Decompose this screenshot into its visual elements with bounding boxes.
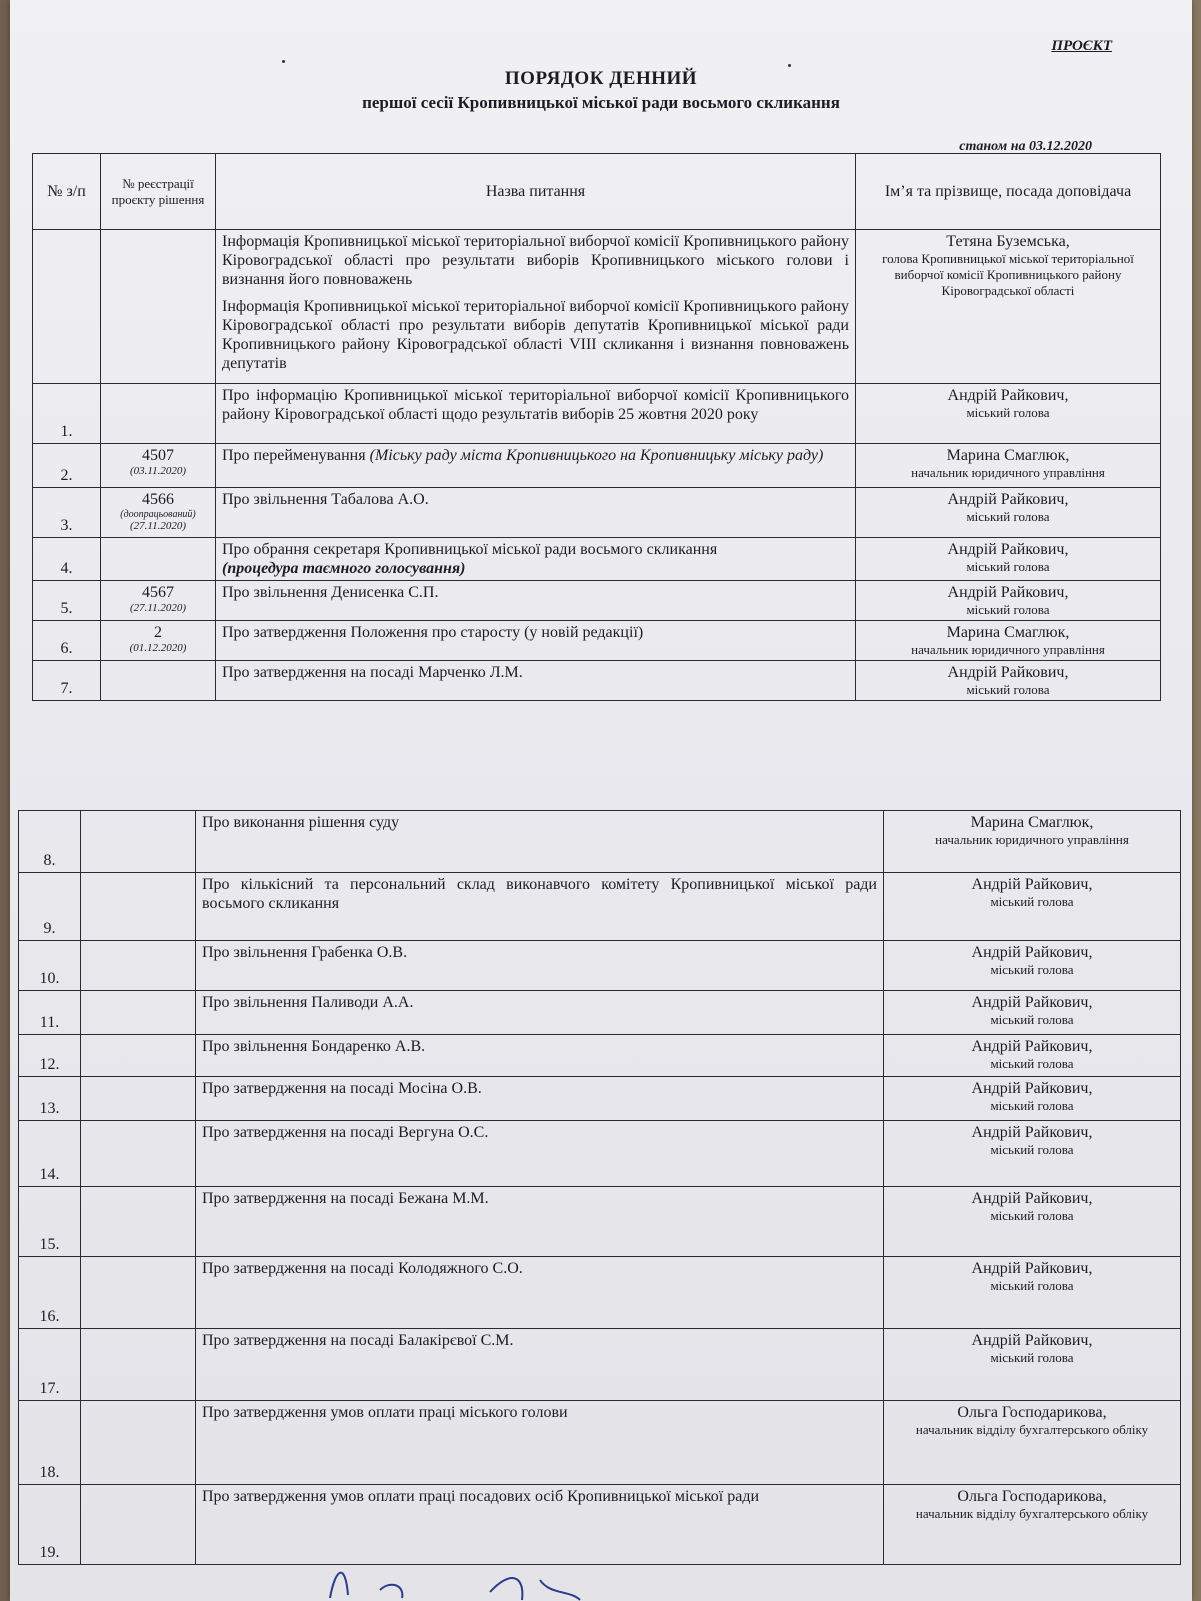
table-row	[33, 621, 1161, 661]
speaker-position: начальник юридичного управління	[935, 832, 1129, 847]
speaker-position: начальник відділу бухгалтерського обліку	[915, 1422, 1149, 1437]
speaker-name: Андрій Райкович,	[971, 876, 1093, 893]
speaker-name: Тетяна Буземська,	[946, 233, 1070, 250]
reg-cell	[101, 538, 216, 581]
topic-text: Про виконання рішення суду	[202, 814, 400, 831]
info-paragraph-1: Інформація Кропивницької міської територіальної виборчої комісії Кропивницького району Кіровоградської області про результати виборів Кропивницького міського голови і визнання його повноважень	[222, 233, 849, 288]
page-2	[10, 810, 1192, 1601]
topic-cell	[216, 384, 856, 444]
reg-cell	[81, 1257, 196, 1329]
info-row	[33, 230, 1161, 384]
speaker-position: міський голова	[966, 682, 1050, 697]
speaker-cell	[884, 1121, 1181, 1187]
topic-text: Про звільнення Паливоди А.А.	[202, 994, 414, 1011]
topic-cell	[196, 1187, 884, 1257]
agenda-table-page2	[18, 810, 1181, 1565]
speaker-cell	[884, 1187, 1181, 1257]
handwriting-scribble-icon	[310, 1550, 670, 1601]
speaker-name: Андрій Райкович,	[947, 541, 1069, 558]
speaker-position: начальник юридичного управління	[911, 642, 1105, 657]
topic-text: Про звільнення Денисенка С.П.	[222, 584, 439, 601]
topic-cell	[216, 661, 856, 701]
speaker-cell	[884, 1077, 1181, 1121]
speaker-cell	[884, 1485, 1181, 1565]
topic-note: (Міську раду міста Кропивницького на Кропивницьку міську раду)	[369, 447, 824, 464]
row-number: 18.	[19, 1401, 81, 1485]
reg-cell	[101, 444, 216, 488]
table-row	[19, 991, 1181, 1035]
topic-text: Про інформацію Кропивницької міської територіальної виборчої комісії Кропивницького району Кіровоградської області щодо результатів виборів 25 жовтня 2020 року	[222, 387, 849, 423]
speaker-name: Ольга Господарикова,	[957, 1404, 1107, 1421]
topic-cell	[216, 444, 856, 488]
status-date: станом на 03.12.2020	[959, 139, 1092, 154]
table-row	[33, 488, 1161, 538]
speaker-cell	[884, 991, 1181, 1035]
row-number: 2.	[33, 444, 101, 488]
row-number: 16.	[19, 1257, 81, 1329]
table-row	[19, 1077, 1181, 1121]
speaker-cell	[884, 873, 1181, 941]
reg-cell	[81, 1121, 196, 1187]
reg-cell	[101, 661, 216, 701]
reg-number: 2	[154, 624, 162, 641]
topic-cell	[196, 991, 884, 1035]
topic-note: (процедура таємного голосування)	[222, 560, 466, 577]
speaker-position: міський голова	[990, 894, 1074, 909]
table-row	[19, 873, 1181, 941]
row-number: 1.	[33, 384, 101, 444]
speaker-position: міський голова	[966, 602, 1050, 617]
speaker-name: Андрій Райкович,	[971, 1124, 1093, 1141]
reg-number: 4566	[142, 491, 174, 508]
row-number: 17.	[19, 1329, 81, 1401]
agenda-rows-page1	[33, 384, 1161, 701]
reg-date: (27.11.2020)	[129, 602, 186, 614]
topic-text: Про затвердження Положення про старосту (у новій редакції)	[222, 624, 644, 641]
topic-cell	[216, 621, 856, 661]
row-number: 10.	[19, 941, 81, 991]
speaker-position: міський голова	[990, 1098, 1074, 1113]
speaker-position: міський голова	[990, 1142, 1074, 1157]
speaker-cell	[884, 811, 1181, 873]
speaker-name: Андрій Райкович,	[971, 1038, 1093, 1055]
reg-cell	[81, 1035, 196, 1077]
topic-cell	[196, 1077, 884, 1121]
reg-cell	[81, 1485, 196, 1565]
row-number: 5.	[33, 581, 101, 621]
speaker-name: Андрій Райкович,	[947, 491, 1069, 508]
topic-text: Про затвердження на посаді Вергуна О.С.	[202, 1124, 489, 1141]
table-row	[33, 384, 1161, 444]
speaker-position: голова Кропивницької міської територіальної виборчої комісії Кропивницького району Кіровоградської області	[882, 251, 1134, 298]
topic-text: Про затвердження умов оплати праці міського голови	[202, 1404, 568, 1421]
speaker-position: міський голова	[990, 1278, 1074, 1293]
topic-cell	[216, 538, 856, 581]
info-row-speaker	[856, 230, 1161, 384]
speaker-name: Андрій Райкович,	[971, 944, 1093, 961]
topic-text: Про звільнення Бондаренко А.В.	[202, 1038, 426, 1055]
row-number: 15.	[19, 1187, 81, 1257]
reg-cell	[101, 621, 216, 661]
row-number: 6.	[33, 621, 101, 661]
speaker-cell	[856, 581, 1161, 621]
reg-cell	[81, 1187, 196, 1257]
speaker-cell	[856, 384, 1161, 444]
reg-cell	[101, 581, 216, 621]
reg-cell	[81, 873, 196, 941]
ink-dot	[282, 60, 285, 63]
topic-cell	[196, 1401, 884, 1485]
info-paragraph-2: Інформація Кропивницької міської територіальної виборчої комісії Кропивницького району Кіровоградської області про результати виборів депутатів Кропивницької міської ради Кропивницького району Кіровоградської області VIII скликання і визнання повноважень депутатів	[222, 298, 849, 372]
topic-text: Про обрання секретаря Кропивницької міської ради восьмого скликання	[222, 541, 718, 558]
topic-text: Про затвердження на посаді Бежана М.М.	[202, 1190, 489, 1207]
topic-cell	[196, 811, 884, 873]
topic-text: Про звільнення Табалова А.О.	[222, 491, 429, 508]
table-row	[19, 811, 1181, 873]
speaker-cell	[884, 1257, 1181, 1329]
reg-date: (27.11.2020)	[129, 520, 186, 532]
reg-cell	[81, 1329, 196, 1401]
row-number: 11.	[19, 991, 81, 1035]
topic-cell	[196, 1329, 884, 1401]
topic-cell	[216, 488, 856, 538]
speaker-cell	[884, 1401, 1181, 1485]
row-number: 7.	[33, 661, 101, 701]
speaker-name: Андрій Райкович,	[947, 387, 1069, 404]
agenda-rows-page2	[19, 811, 1181, 1565]
speaker-cell	[884, 1329, 1181, 1401]
speaker-name: Марина Смаглюк,	[946, 624, 1070, 641]
topic-cell	[196, 1035, 884, 1077]
row-number: 19.	[19, 1485, 81, 1565]
speaker-cell	[884, 941, 1181, 991]
speaker-position: міський голова	[966, 559, 1050, 574]
speaker-name: Ольга Господарикова,	[957, 1488, 1107, 1505]
speaker-cell	[856, 661, 1161, 701]
topic-text: Про перейменування	[222, 447, 366, 464]
topic-cell	[196, 1257, 884, 1329]
speaker-position: міський голова	[990, 1056, 1074, 1071]
speaker-name: Андрій Райкович,	[971, 994, 1093, 1011]
table-row	[19, 1187, 1181, 1257]
topic-text: Про кількісний та персональний склад виконавчого комітету Кропивницької міської ради восьмого скликання	[202, 876, 877, 912]
speaker-name: Марина Смаглюк,	[970, 814, 1094, 831]
speaker-name: Марина Смаглюк,	[946, 447, 1070, 464]
topic-cell	[196, 1121, 884, 1187]
topic-text: Про звільнення Грабенка О.В.	[202, 944, 408, 961]
speaker-position: міський голова	[990, 1012, 1074, 1027]
table-row	[19, 1329, 1181, 1401]
agenda-table-page1	[32, 153, 1161, 701]
speaker-position: міський голова	[990, 1350, 1074, 1365]
speaker-cell	[884, 1035, 1181, 1077]
speaker-name: Андрій Райкович,	[947, 664, 1069, 681]
reg-cell	[81, 1401, 196, 1485]
speaker-name: Андрій Райкович,	[947, 584, 1069, 601]
topic-text: Про затвердження умов оплати праці посадових осіб Кропивницької міської ради	[202, 1488, 760, 1505]
speaker-cell	[856, 444, 1161, 488]
topic-text: Про затвердження на посаді Балакірєвої С.М.	[202, 1332, 514, 1349]
reg-cell	[81, 1077, 196, 1121]
reg-cell	[81, 811, 196, 873]
reg-note: (доопрацьований)	[120, 509, 196, 520]
reg-cell	[81, 991, 196, 1035]
reg-cell	[101, 488, 216, 538]
reg-cell	[101, 384, 216, 444]
topic-text: Про затвердження на посаді Марченко Л.М.	[222, 664, 523, 681]
speaker-position: міський голова	[990, 962, 1074, 977]
topic-cell	[196, 873, 884, 941]
speaker-cell	[856, 538, 1161, 581]
speaker-name: Андрій Райкович,	[971, 1260, 1093, 1277]
header-speaker: Ім’я та прізвище, посада доповідача	[856, 154, 1161, 230]
reg-date: (01.12.2020)	[129, 642, 187, 654]
table-header-row	[33, 154, 1161, 230]
speaker-position: начальник відділу бухгалтерського обліку	[915, 1506, 1149, 1521]
header-topic: Назва питання	[216, 154, 856, 230]
speaker-cell	[856, 621, 1161, 661]
page-1	[10, 0, 1192, 725]
row-number: 9.	[19, 873, 81, 941]
row-number: 8.	[19, 811, 81, 873]
table-row	[33, 538, 1161, 581]
table-row	[33, 581, 1161, 621]
speaker-position: міський голова	[990, 1208, 1074, 1223]
draft-stamp: ПРОЄКТ	[1051, 38, 1112, 54]
speaker-name: Андрій Райкович,	[971, 1332, 1093, 1349]
table-row	[33, 661, 1161, 701]
row-number: 3.	[33, 488, 101, 538]
reg-date: (03.11.2020)	[129, 465, 186, 477]
reg-number: 4507	[142, 447, 174, 464]
info-row-topic	[216, 230, 856, 384]
row-number: 4.	[33, 538, 101, 581]
topic-cell	[196, 941, 884, 991]
speaker-position: міський голова	[966, 509, 1050, 524]
document-paper	[10, 0, 1192, 1601]
document-subtitle: першої сесії Кропивницької міської ради восьмого скликання	[362, 93, 840, 112]
row-number: 13.	[19, 1077, 81, 1121]
document-title: ПОРЯДОК ДЕННИЙ	[504, 68, 698, 89]
reg-number: 4567	[142, 584, 174, 601]
row-number: 12.	[19, 1035, 81, 1077]
speaker-position: міський голова	[966, 405, 1050, 420]
table-row	[19, 1035, 1181, 1077]
reg-cell	[81, 941, 196, 991]
header-num: № з/п	[33, 154, 101, 230]
speaker-position: начальник юридичного управління	[911, 465, 1105, 480]
topic-text: Про затвердження на посаді Мосіна О.В.	[202, 1080, 482, 1097]
speaker-name: Андрій Райкович,	[971, 1190, 1093, 1207]
speaker-name: Андрій Райкович,	[971, 1080, 1093, 1097]
table-row	[19, 941, 1181, 991]
table-row	[33, 444, 1161, 488]
topic-cell	[216, 581, 856, 621]
table-row	[19, 1401, 1181, 1485]
header-reg: № реєстрації проєкту рішення	[101, 154, 216, 230]
ink-dot	[788, 64, 791, 67]
topic-text: Про затвердження на посаді Колодяжного С.О.	[202, 1260, 523, 1277]
row-number: 14.	[19, 1121, 81, 1187]
speaker-cell	[856, 488, 1161, 538]
table-row	[19, 1257, 1181, 1329]
table-row	[19, 1121, 1181, 1187]
